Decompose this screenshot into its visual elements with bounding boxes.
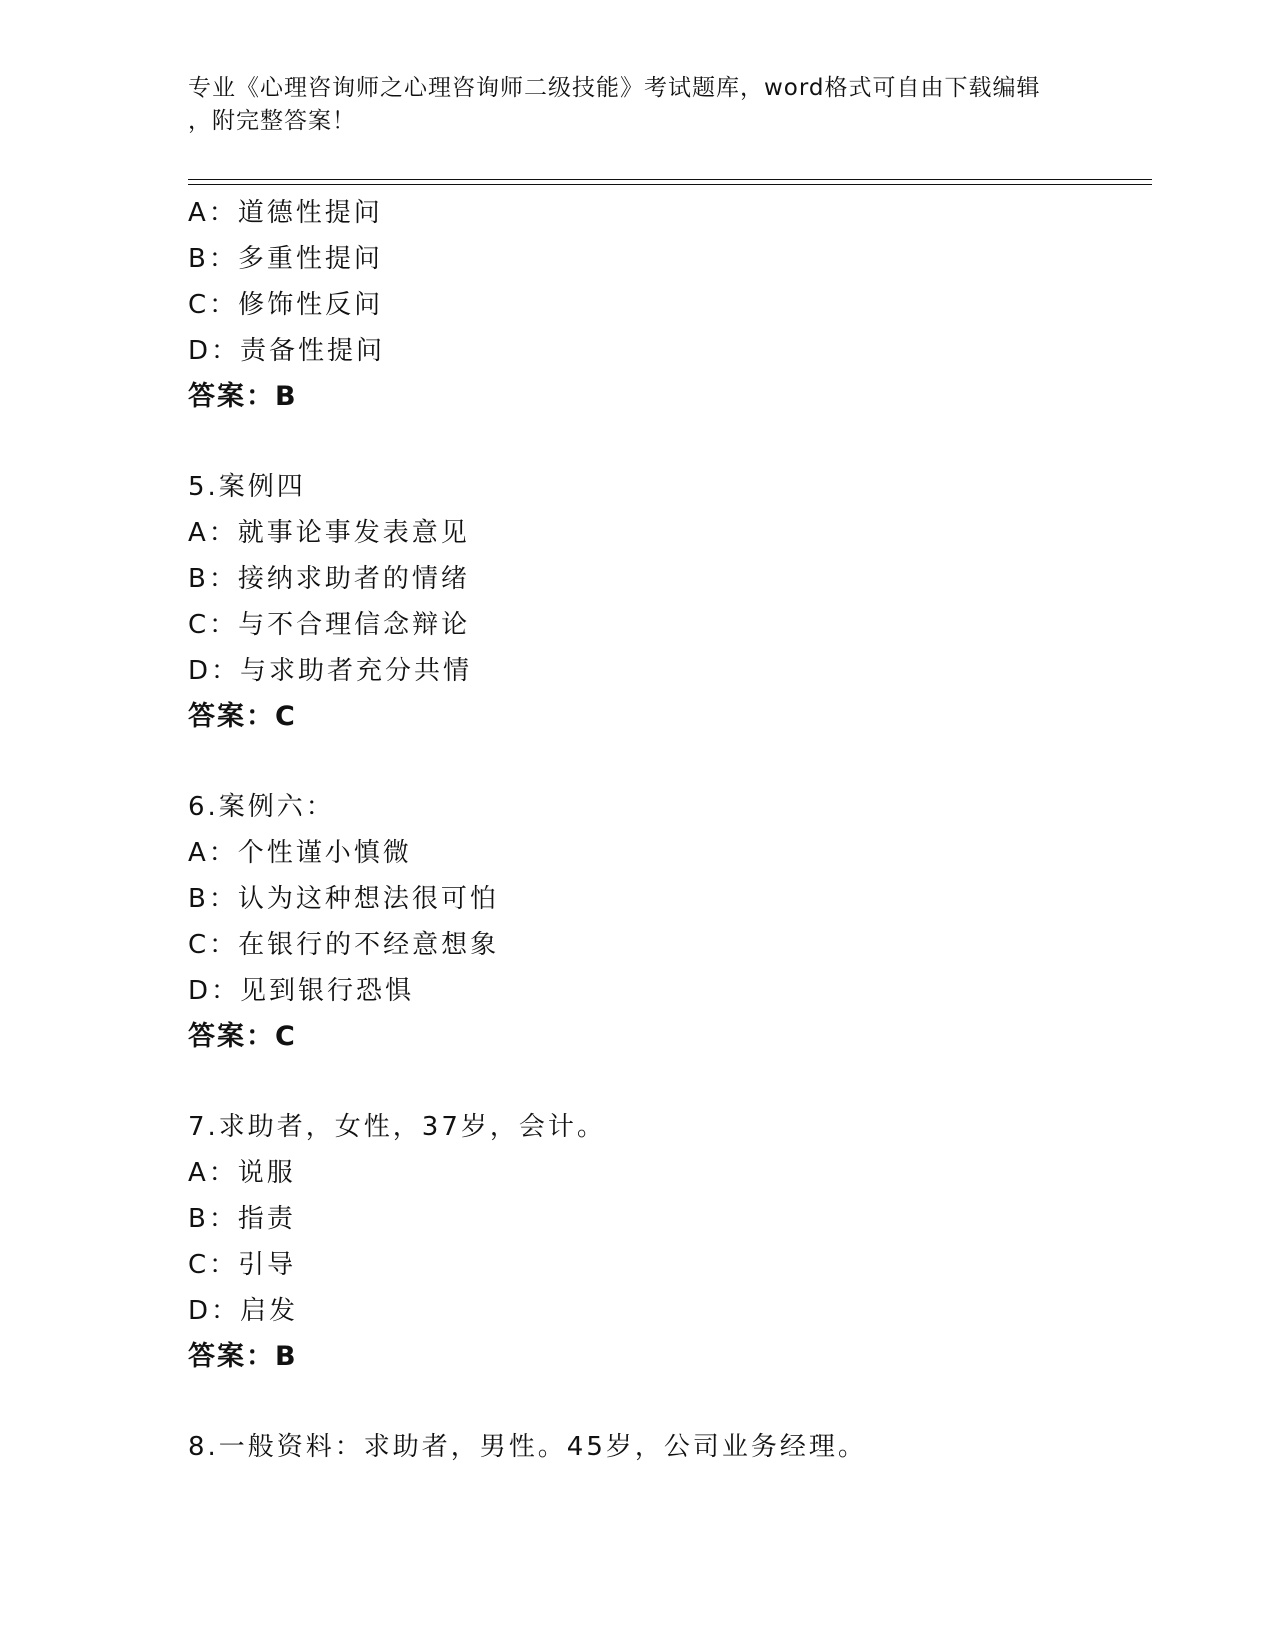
option-a: A：个性谨小慎微 bbox=[188, 838, 412, 868]
option-d: D：责备性提问 bbox=[188, 336, 386, 366]
option-b: B：认为这种想法很可怕 bbox=[188, 884, 499, 914]
spacer bbox=[188, 420, 1152, 464]
header-divider-top bbox=[188, 179, 1152, 180]
answer-line: 答案：B bbox=[188, 381, 298, 412]
option-b: B：多重性提问 bbox=[188, 244, 383, 274]
header-line-1: 专业《心理咨询师之心理咨询师二级技能》考试题库，word格式可自由下载编辑 bbox=[188, 75, 1041, 101]
question-block-5 bbox=[188, 464, 1152, 740]
question-list bbox=[188, 190, 1152, 1470]
question-title: 6.案例六： bbox=[188, 792, 335, 822]
option-a: A：道德性提问 bbox=[188, 198, 383, 228]
question-title-8: 8.一般资料：求助者，男性。45岁，公司业务经理。 bbox=[188, 1432, 867, 1462]
option-b: B：接纳求助者的情绪 bbox=[188, 564, 470, 594]
option-d: D：见到银行恐惧 bbox=[188, 976, 415, 1006]
spacer bbox=[188, 1380, 1152, 1424]
option-c: C：与不合理信念辩论 bbox=[188, 610, 471, 640]
question-block-6 bbox=[188, 784, 1152, 1060]
option-a: A：说服 bbox=[188, 1158, 296, 1188]
answer-line: 答案：B bbox=[188, 1341, 298, 1372]
question-title: 7.求助者，女性，37岁，会计。 bbox=[188, 1112, 606, 1142]
option-b: B：指责 bbox=[188, 1204, 296, 1234]
spacer bbox=[188, 1060, 1152, 1104]
question-block-4 bbox=[188, 190, 1152, 420]
question-block-7 bbox=[188, 1104, 1152, 1380]
answer-line: 答案：C bbox=[188, 1021, 297, 1052]
option-c: C：引导 bbox=[188, 1250, 297, 1280]
option-c: C：修饰性反问 bbox=[188, 290, 384, 320]
document-header bbox=[188, 72, 1068, 138]
header-divider-bottom bbox=[188, 184, 1152, 185]
header-line-2: ，附完整答案！ bbox=[188, 108, 356, 134]
option-d: D：启发 bbox=[188, 1296, 299, 1326]
option-d: D：与求助者充分共情 bbox=[188, 656, 473, 686]
question-title: 5.案例四 bbox=[188, 472, 306, 502]
answer-line: 答案：C bbox=[188, 701, 297, 732]
option-a: A：就事论事发表意见 bbox=[188, 518, 470, 548]
option-c: C：在银行的不经意想象 bbox=[188, 930, 500, 960]
spacer bbox=[188, 740, 1152, 784]
